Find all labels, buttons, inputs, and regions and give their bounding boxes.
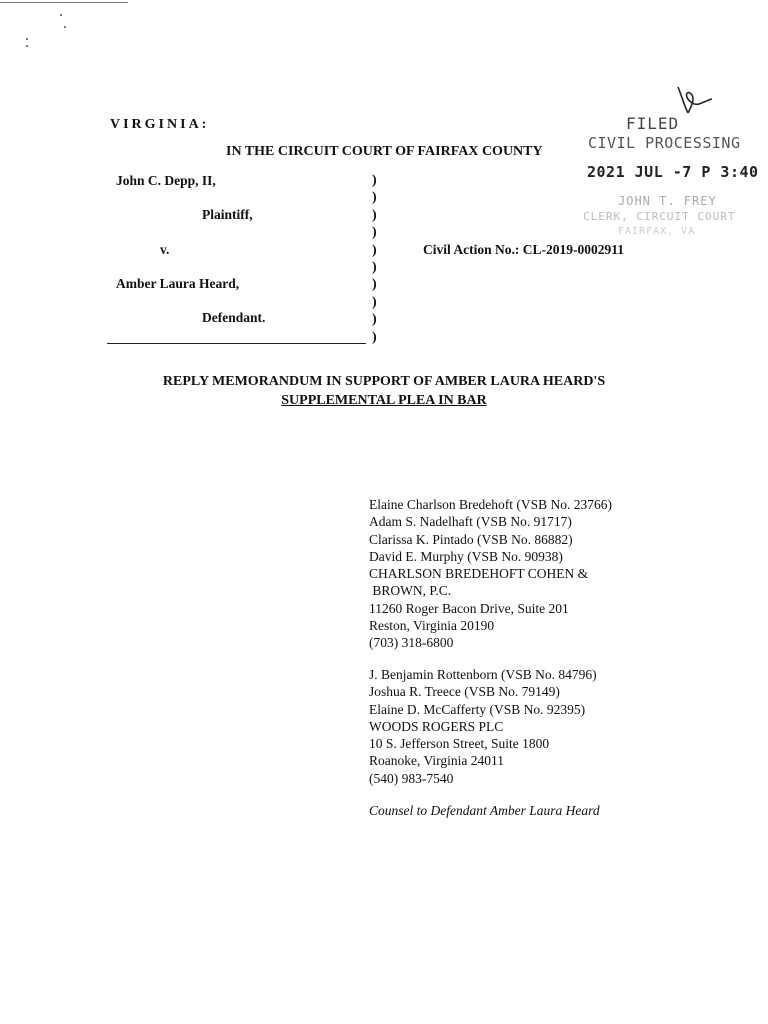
- counsel-line: Elaine Charlson Bredehoft (VSB No. 23766): [369, 497, 612, 512]
- caption-paren: ): [372, 294, 377, 310]
- state-heading: VIRGINIA:: [110, 117, 210, 132]
- scan-artifact-line: [26, 45, 28, 47]
- counsel-line: (703) 318-6800: [369, 635, 454, 651]
- counsel-role: Counsel to Defendant Amber Laura Heard: [369, 803, 600, 818]
- counsel-line: Reston, Virginia 20190: [369, 618, 495, 634]
- document-title-line2: [0, 393, 768, 409]
- counsel-block-charlson-bredehoft: [369, 496, 612, 652]
- caption-paren: ): [372, 259, 377, 275]
- counsel-block-woods-rogers: [369, 666, 597, 787]
- counsel-line: J. Benjamin Rottenborn (VSB No. 84796): [369, 667, 597, 682]
- counsel-line: Elaine D. McCafferty (VSB No. 92395): [369, 701, 586, 717]
- counsel-line: 11260 Roger Bacon Drive, Suite 201: [369, 600, 569, 616]
- scan-artifact-line: [0, 2, 128, 3]
- counsel-line: Joshua R. Treece (VSB No. 79149): [369, 684, 560, 700]
- stamp-faint-line: CLERK, CIRCUIT COURT: [583, 210, 736, 223]
- counsel-line: David E. Murphy (VSB No. 90938): [369, 548, 563, 564]
- court-heading: IN THE CIRCUIT COURT OF FAIRFAX COUNTY: [226, 144, 543, 159]
- defendant-role: Defendant.: [202, 310, 266, 325]
- scan-artifact-line: [60, 14, 62, 16]
- clerk-initials-signature: [676, 83, 716, 119]
- counsel-line: Clarissa K. Pintado (VSB No. 86882): [369, 531, 573, 547]
- caption-paren: ): [372, 312, 377, 328]
- stamp-faint-line: JOHN T. FREY: [618, 194, 717, 208]
- civil-action-number: Civil Action No.: CL-2019-0002911: [423, 242, 624, 257]
- stamp-processing: CIVIL PROCESSING: [588, 134, 741, 152]
- caption-paren: ): [372, 173, 377, 188]
- counsel-line: Roanoke, Virginia 24011: [369, 753, 505, 769]
- stamp-datetime: 2021 JUL -7 P 3:40: [587, 163, 759, 181]
- document-title-line1: REPLY MEMORANDUM IN SUPPORT OF AMBER LAURA HEARD'S: [162, 374, 606, 389]
- caption-paren: ): [372, 277, 377, 293]
- scan-artifact-line: [26, 38, 28, 40]
- stamp-filed: FILED: [626, 114, 680, 133]
- defendant-name: Amber Laura Heard,: [116, 276, 240, 291]
- counsel-line: (540) 983-7540: [369, 770, 454, 786]
- versus-label: v.: [160, 242, 170, 257]
- caption-paren: ): [372, 329, 377, 345]
- counsel-line: 10 S. Jefferson Street, Suite 1800: [369, 736, 550, 752]
- counsel-line: CHARLSON BREDEHOFT COHEN &: [369, 566, 589, 582]
- caption-rule: [107, 343, 366, 344]
- caption-parenthesis-column: [372, 172, 384, 346]
- caption-paren: ): [372, 242, 377, 258]
- plaintiff-name: John C. Depp, II,: [116, 173, 216, 188]
- caption-paren: ): [372, 190, 377, 206]
- plaintiff-role: Plaintiff,: [202, 207, 253, 222]
- caption-paren: ): [372, 207, 377, 223]
- scan-artifact-line: [64, 26, 66, 28]
- counsel-line: BROWN, P.C.: [369, 583, 452, 599]
- document-title-line2-text: SUPPLEMENTAL PLEA IN BAR: [281, 393, 487, 408]
- stamp-faint-line: FAIRFAX, VA: [618, 226, 696, 237]
- caption-paren: ): [372, 225, 377, 241]
- counsel-line: Adam S. Nadelhaft (VSB No. 91717): [369, 514, 572, 530]
- counsel-line: WOODS ROGERS PLC: [369, 718, 504, 734]
